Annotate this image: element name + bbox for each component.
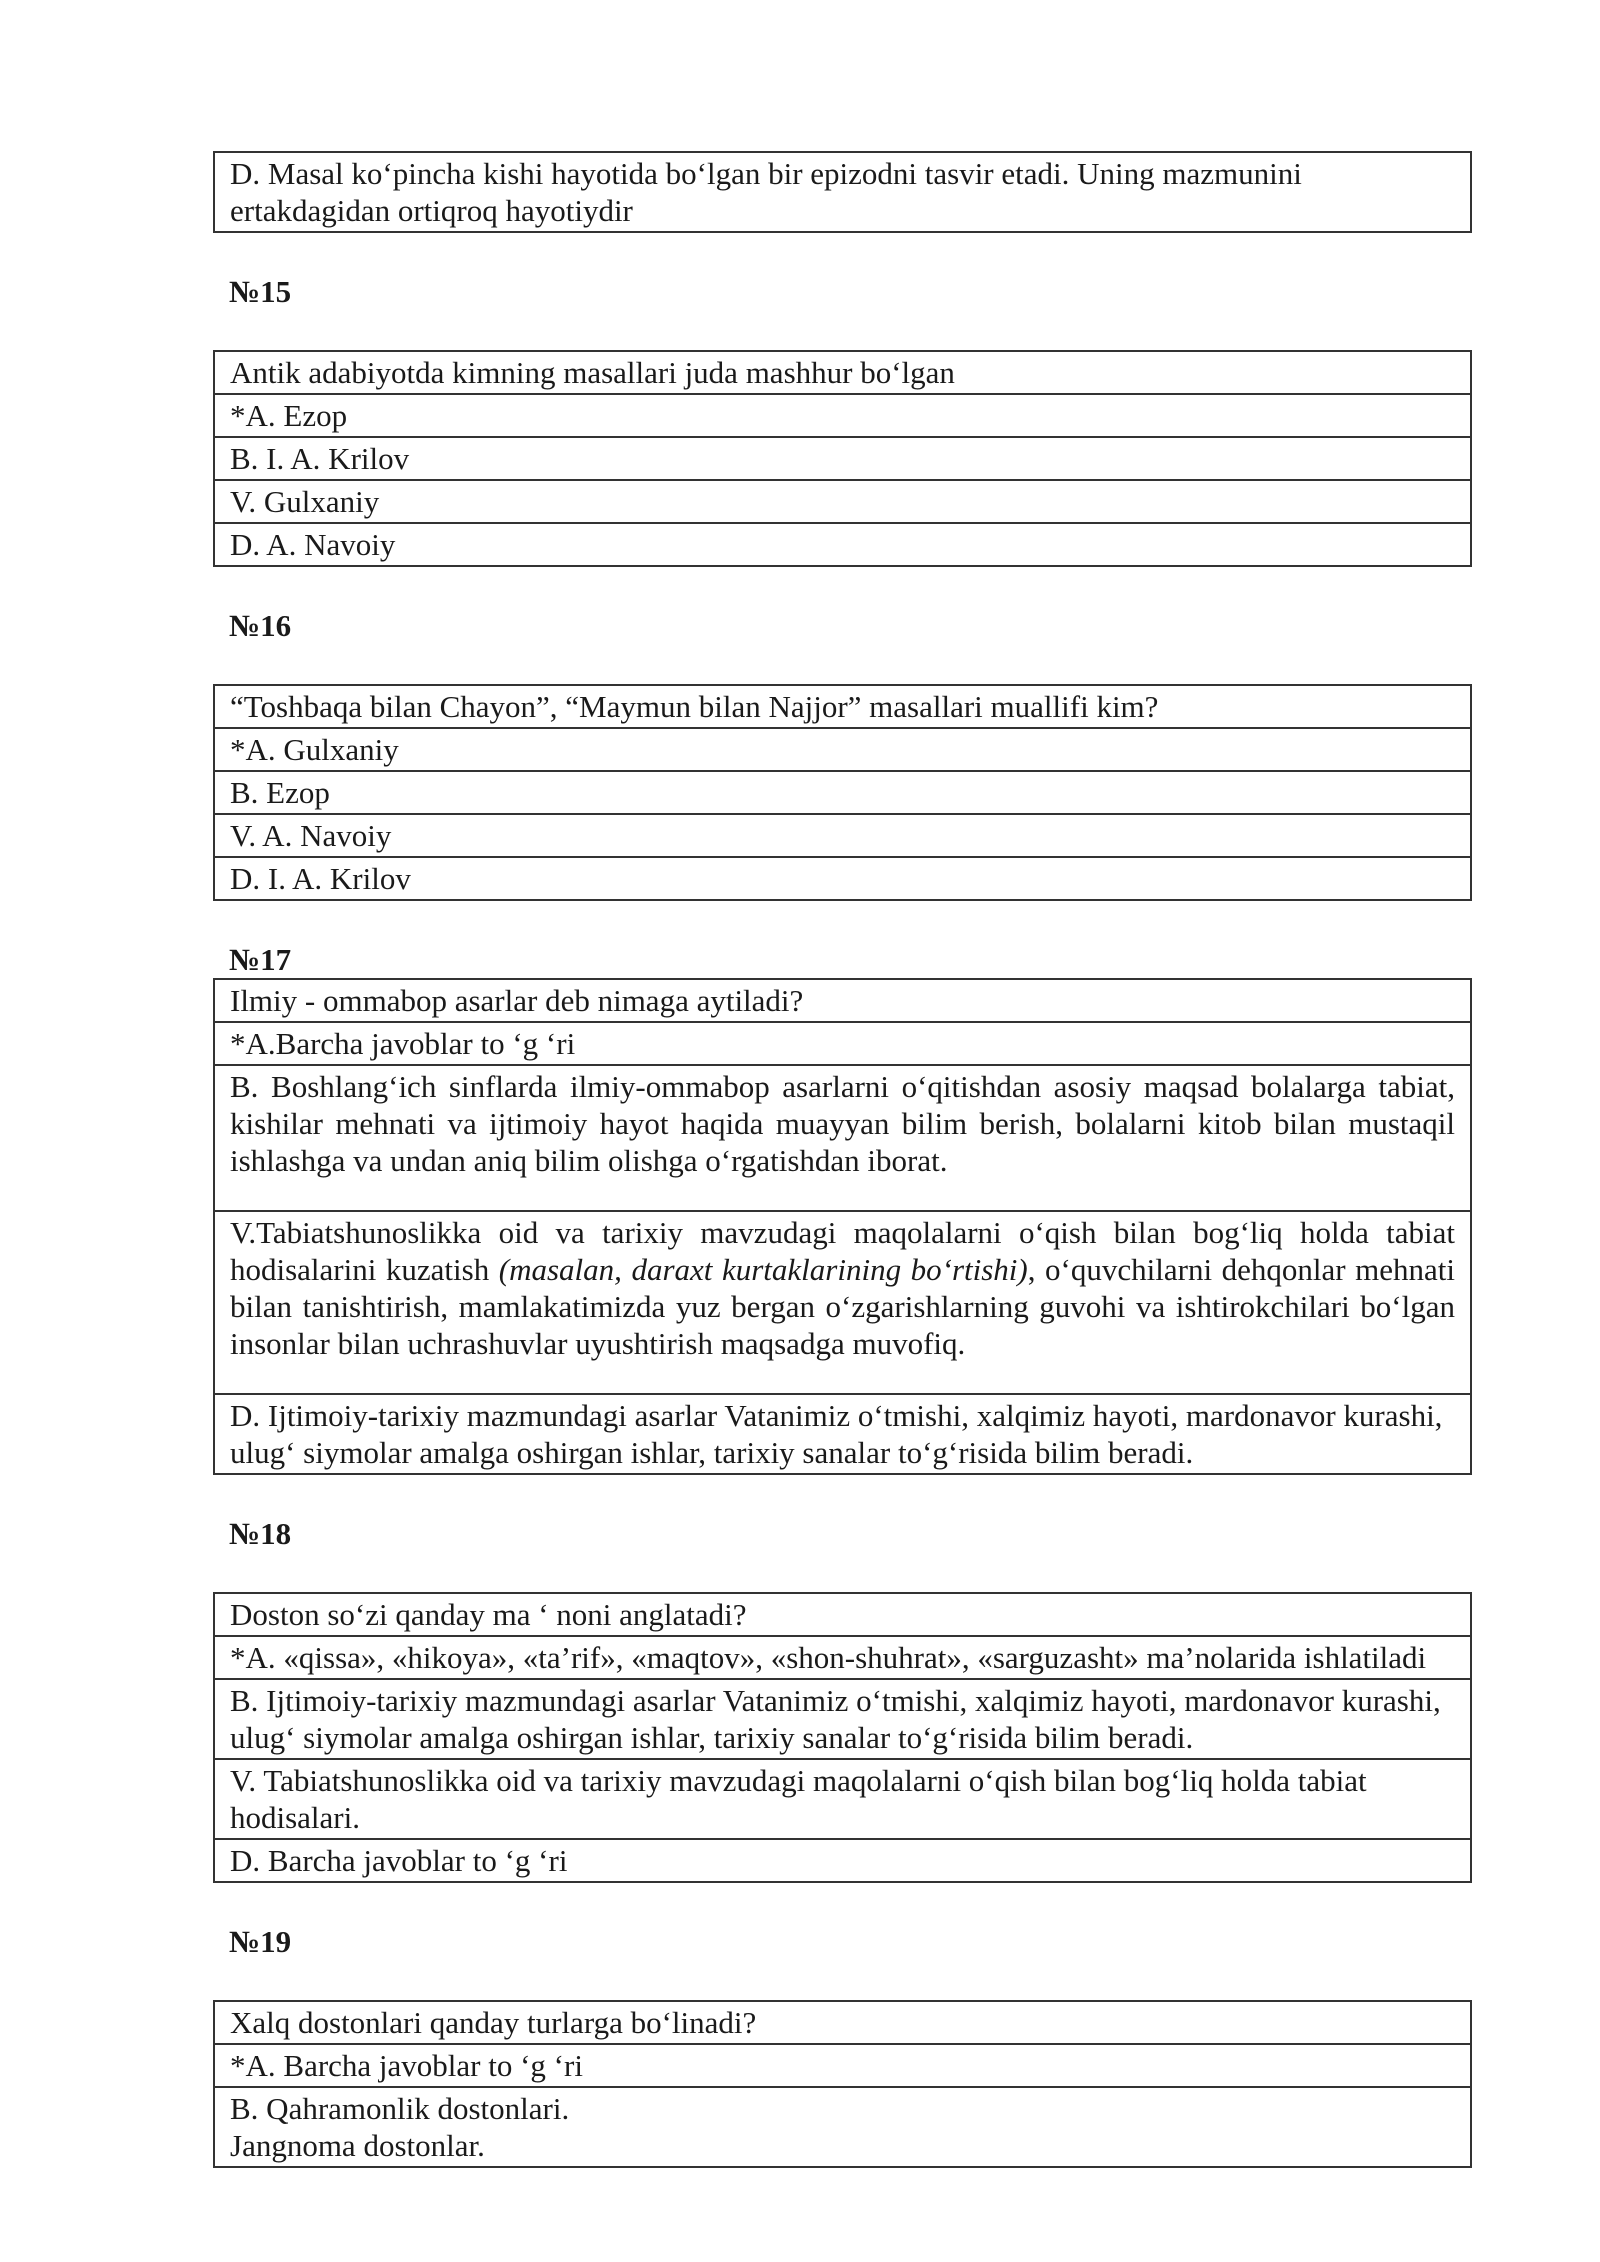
- question-17-option-v: [214, 1211, 1471, 1394]
- question-16-table: [213, 684, 1472, 901]
- question-18-option-b: B. Ijtimoiy-tarixiy mazmundagi asarlar Vatanimiz o‘tmishi, xalqimiz hayoti, mardonavor kurashi, ulug‘ siymolar amalga oshirgan ishlar, tarixiy sanalar to‘g‘risida bilim beradi.: [214, 1679, 1471, 1759]
- question-17-option-v-end: , o‘quvchilarni dehqonlar mehnati bilan tanishtirish, mamlakatimizda yuz bergan o‘zgarishlarning guvohi va ishtirokchilari bo‘lgan insonlar bilan uchrashuvlar uyushtirish maqsadga muvofiq.: [230, 1252, 1455, 1361]
- question-16-text: “Toshbaqa bilan Chayon”, “Maymun bilan Najjor” masallari muallifi kim?: [214, 685, 1471, 728]
- question-17-number: №17: [229, 942, 292, 977]
- question-15-option-v: V. Gulxaniy: [214, 480, 1471, 523]
- question-16-option-d: D. I. A. Krilov: [214, 857, 1471, 900]
- question-14-option-d: D. Masal ko‘pincha kishi hayotida bo‘lgan bir epizodni tasvir etadi. Uning mazmunini ertakdagidan ortiqroq hayotiydir: [214, 152, 1471, 232]
- question-18-number: №18: [229, 1516, 292, 1551]
- question-16-option-a: *A. Gulxaniy: [214, 728, 1471, 771]
- question-17-table: [213, 978, 1472, 1475]
- question-15-table: [213, 350, 1472, 567]
- question-18-option-a: *A. «qissa», «hikoya», «ta’rif», «maqtov», «shon-shuhrat», «sarguzasht» ma’nolarida ishlatiladi: [214, 1636, 1471, 1679]
- question-19-option-b-line-2: Jangnoma dostonlar.: [230, 2128, 485, 2163]
- question-17-option-a: *A.Barcha javoblar to ‘g ‘ri: [214, 1022, 1471, 1065]
- question-15-text: Antik adabiyotda kimning masallari juda mashhur bo‘lgan: [214, 351, 1471, 394]
- question-17-text: Ilmiy - ommabop asarlar deb nimaga aytiladi?: [214, 979, 1471, 1022]
- question-15-option-d: D. A. Navoiy: [214, 523, 1471, 566]
- question-15-option-b: B. I. A. Krilov: [214, 437, 1471, 480]
- question-16-option-b: B. Ezop: [214, 771, 1471, 814]
- question-17-option-d: D. Ijtimoiy-tarixiy mazmundagi asarlar Vatanimiz o‘tmishi, xalqimiz hayoti, mardonavor kurashi, ulug‘ siymolar amalga oshirgan ishlar, tarixiy sanalar to‘g‘risida bilim beradi.: [214, 1394, 1471, 1474]
- question-17-option-v-start: V.Tabiatshunoslikka oid va tarixiy mavzudagi maqolalarni o‘qish bilan bog‘liq holda tabiat hodisalarini kuzatish: [230, 1215, 1455, 1287]
- question-16-option-v: V. A. Navoiy: [214, 814, 1471, 857]
- question-18-option-v: V. Tabiatshunoslikka oid va tarixiy mavzudagi maqolalarni o‘qish bilan bog‘liq holda tabiat hodisalari.: [214, 1759, 1471, 1839]
- question-15-number: №15: [229, 274, 292, 309]
- question-19-option-a: *A. Barcha javoblar to ‘g ‘ri: [214, 2044, 1471, 2087]
- document-page: [213, 151, 1472, 2168]
- question-19-number: №19: [229, 1924, 292, 1959]
- question-18-table: [213, 1592, 1472, 1883]
- question-14-tail-table: [213, 151, 1472, 233]
- question-19-table: [213, 2000, 1472, 2168]
- question-17-option-b: B. Boshlang‘ich sinflarda ilmiy-ommabop asarlarni o‘qitishdan asosiy maqsad bolalarga tabiat, kishilar mehnati va ijtimoiy hayot haqida muayyan bilim berish, bolalarni kitob bilan mustaqil ishlashga va undan aniq bilim olishga o‘rgatishdan iborat.: [214, 1065, 1471, 1211]
- question-19-option-b: [214, 2087, 1471, 2167]
- question-19-option-b-line-1: B. Qahramonlik dostonlari.: [230, 2091, 570, 2126]
- question-18-option-d: D. Barcha javoblar to ‘g ‘ri: [214, 1839, 1471, 1882]
- question-18-text: Doston so‘zi qanday ma ‘ noni anglatadi?: [214, 1593, 1471, 1636]
- question-16-number: №16: [229, 608, 292, 643]
- question-19-text: Xalq dostonlari qanday turlarga bo‘linadi?: [214, 2001, 1471, 2044]
- question-15-option-a: *A. Ezop: [214, 394, 1471, 437]
- question-17-option-v-italic: (masalan, daraxt kurtaklarining bo‘rtishi): [498, 1252, 1028, 1287]
